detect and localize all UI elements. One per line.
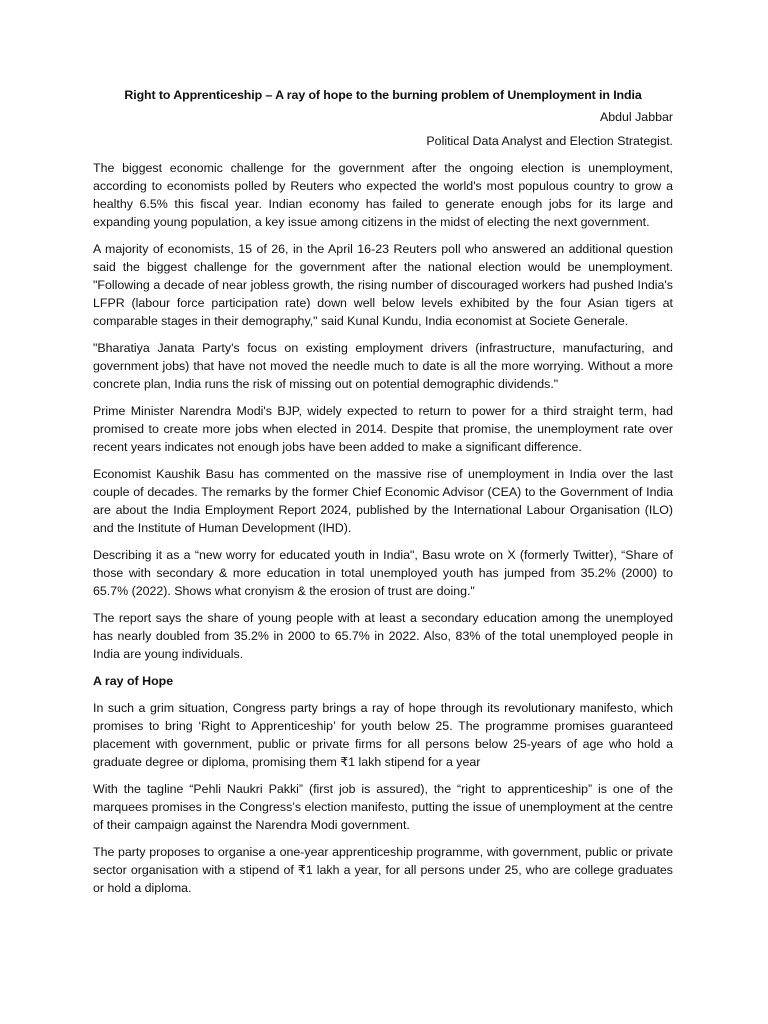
paragraph-6: Describing it as a “new worry for educated youth in India", Basu wrote on X (formerly Twitter), “Share of those with secondary & more education in total unemployed youth has jumped from 35.2% (2000) to 65.7% (2022). Shows what cronyism & the erosion of trust are doing." (93, 548, 673, 598)
section-heading-ray-of-hope: A ray of Hope (93, 674, 174, 688)
paragraph-9: With the tagline “Pehli Naukri Pakki” (first job is assured), the “right to apprenticeship” is one of the marquees promises in the Congress’s election manifesto, putting the issue of unemployment at the centre of their campaign against the Narendra Modi government. (93, 782, 673, 832)
paragraph-2: A majority of economists, 15 of 26, in the April 16-23 Reuters poll who answered an additional question said the biggest challenge for the government after the national election would be unemployment. "Following a decade of near jobless growth, the rising number of discouraged workers had pushed India's LFPR (labour force participation rate) down well below levels exhibited by the four Asian tigers at comparable stages in their demography," said Kunal Kundu, India economist at Societe Generale. (93, 242, 673, 328)
document-page (93, 86, 673, 906)
paragraph-1: The biggest economic challenge for the government after the ongoing election is unemployment, according to economists polled by Reuters who expected the world's most populous country to grow a healthy 6.5% this fiscal year. Indian economy has failed to generate enough jobs for its large and expanding young population, a key issue among citizens in the midst of electing the next government. (93, 161, 673, 229)
paragraph-4: Prime Minister Narendra Modi's BJP, widely expected to return to power for a third straight term, had promised to create more jobs when elected in 2014. Despite that promise, the unemployment rate over recent years indicates not enough jobs have been added to make a significant difference. (93, 404, 673, 454)
article-title: Right to Apprenticeship – A ray of hope to the burning problem of Unemployment in India (124, 88, 642, 102)
paragraph-5: Economist Kaushik Basu has commented on the massive rise of unemployment in India over the last couple of decades. The remarks by the former Chief Economic Advisor (CEA) to the Government of India are about the India Employment Report 2024, published by the International Labour Organisation (ILO) and the Institute of Human Development (IHD). (93, 467, 673, 535)
paragraph-7: The report says the share of young people with at least a secondary education among the unemployed has nearly doubled from 35.2% in 2000 to 65.7% in 2022. Also, 83% of the total unemployed people in India are young individuals. (93, 611, 673, 661)
paragraph-10: The party proposes to organise a one-year apprenticeship programme, with government, public or private sector organisation with a stipend of ₹1 lakh a year, for all persons under 25, who are college graduates or hold a diploma. (93, 845, 673, 895)
paragraph-3: "Bharatiya Janata Party's focus on existing employment drivers (infrastructure, manufacturing, and government jobs) that have not moved the needle much to date is all the more worrying. Without a more concrete plan, India runs the risk of missing out on potential demographic dividends." (93, 341, 673, 391)
paragraph-8: In such a grim situation, Congress party brings a ray of hope through its revolutionary manifesto, which promises to bring ‘Right to Apprenticeship’ for youth below 25. The programme promises guaranteed placement with government, public or private firms for all persons below 25-years of age who hold a graduate degree or diploma, promising them ₹1 lakh stipend for a year (93, 701, 673, 769)
author-name: Abdul Jabbar (599, 110, 673, 124)
author-role: Political Data Analyst and Election Strategist. (426, 134, 673, 148)
